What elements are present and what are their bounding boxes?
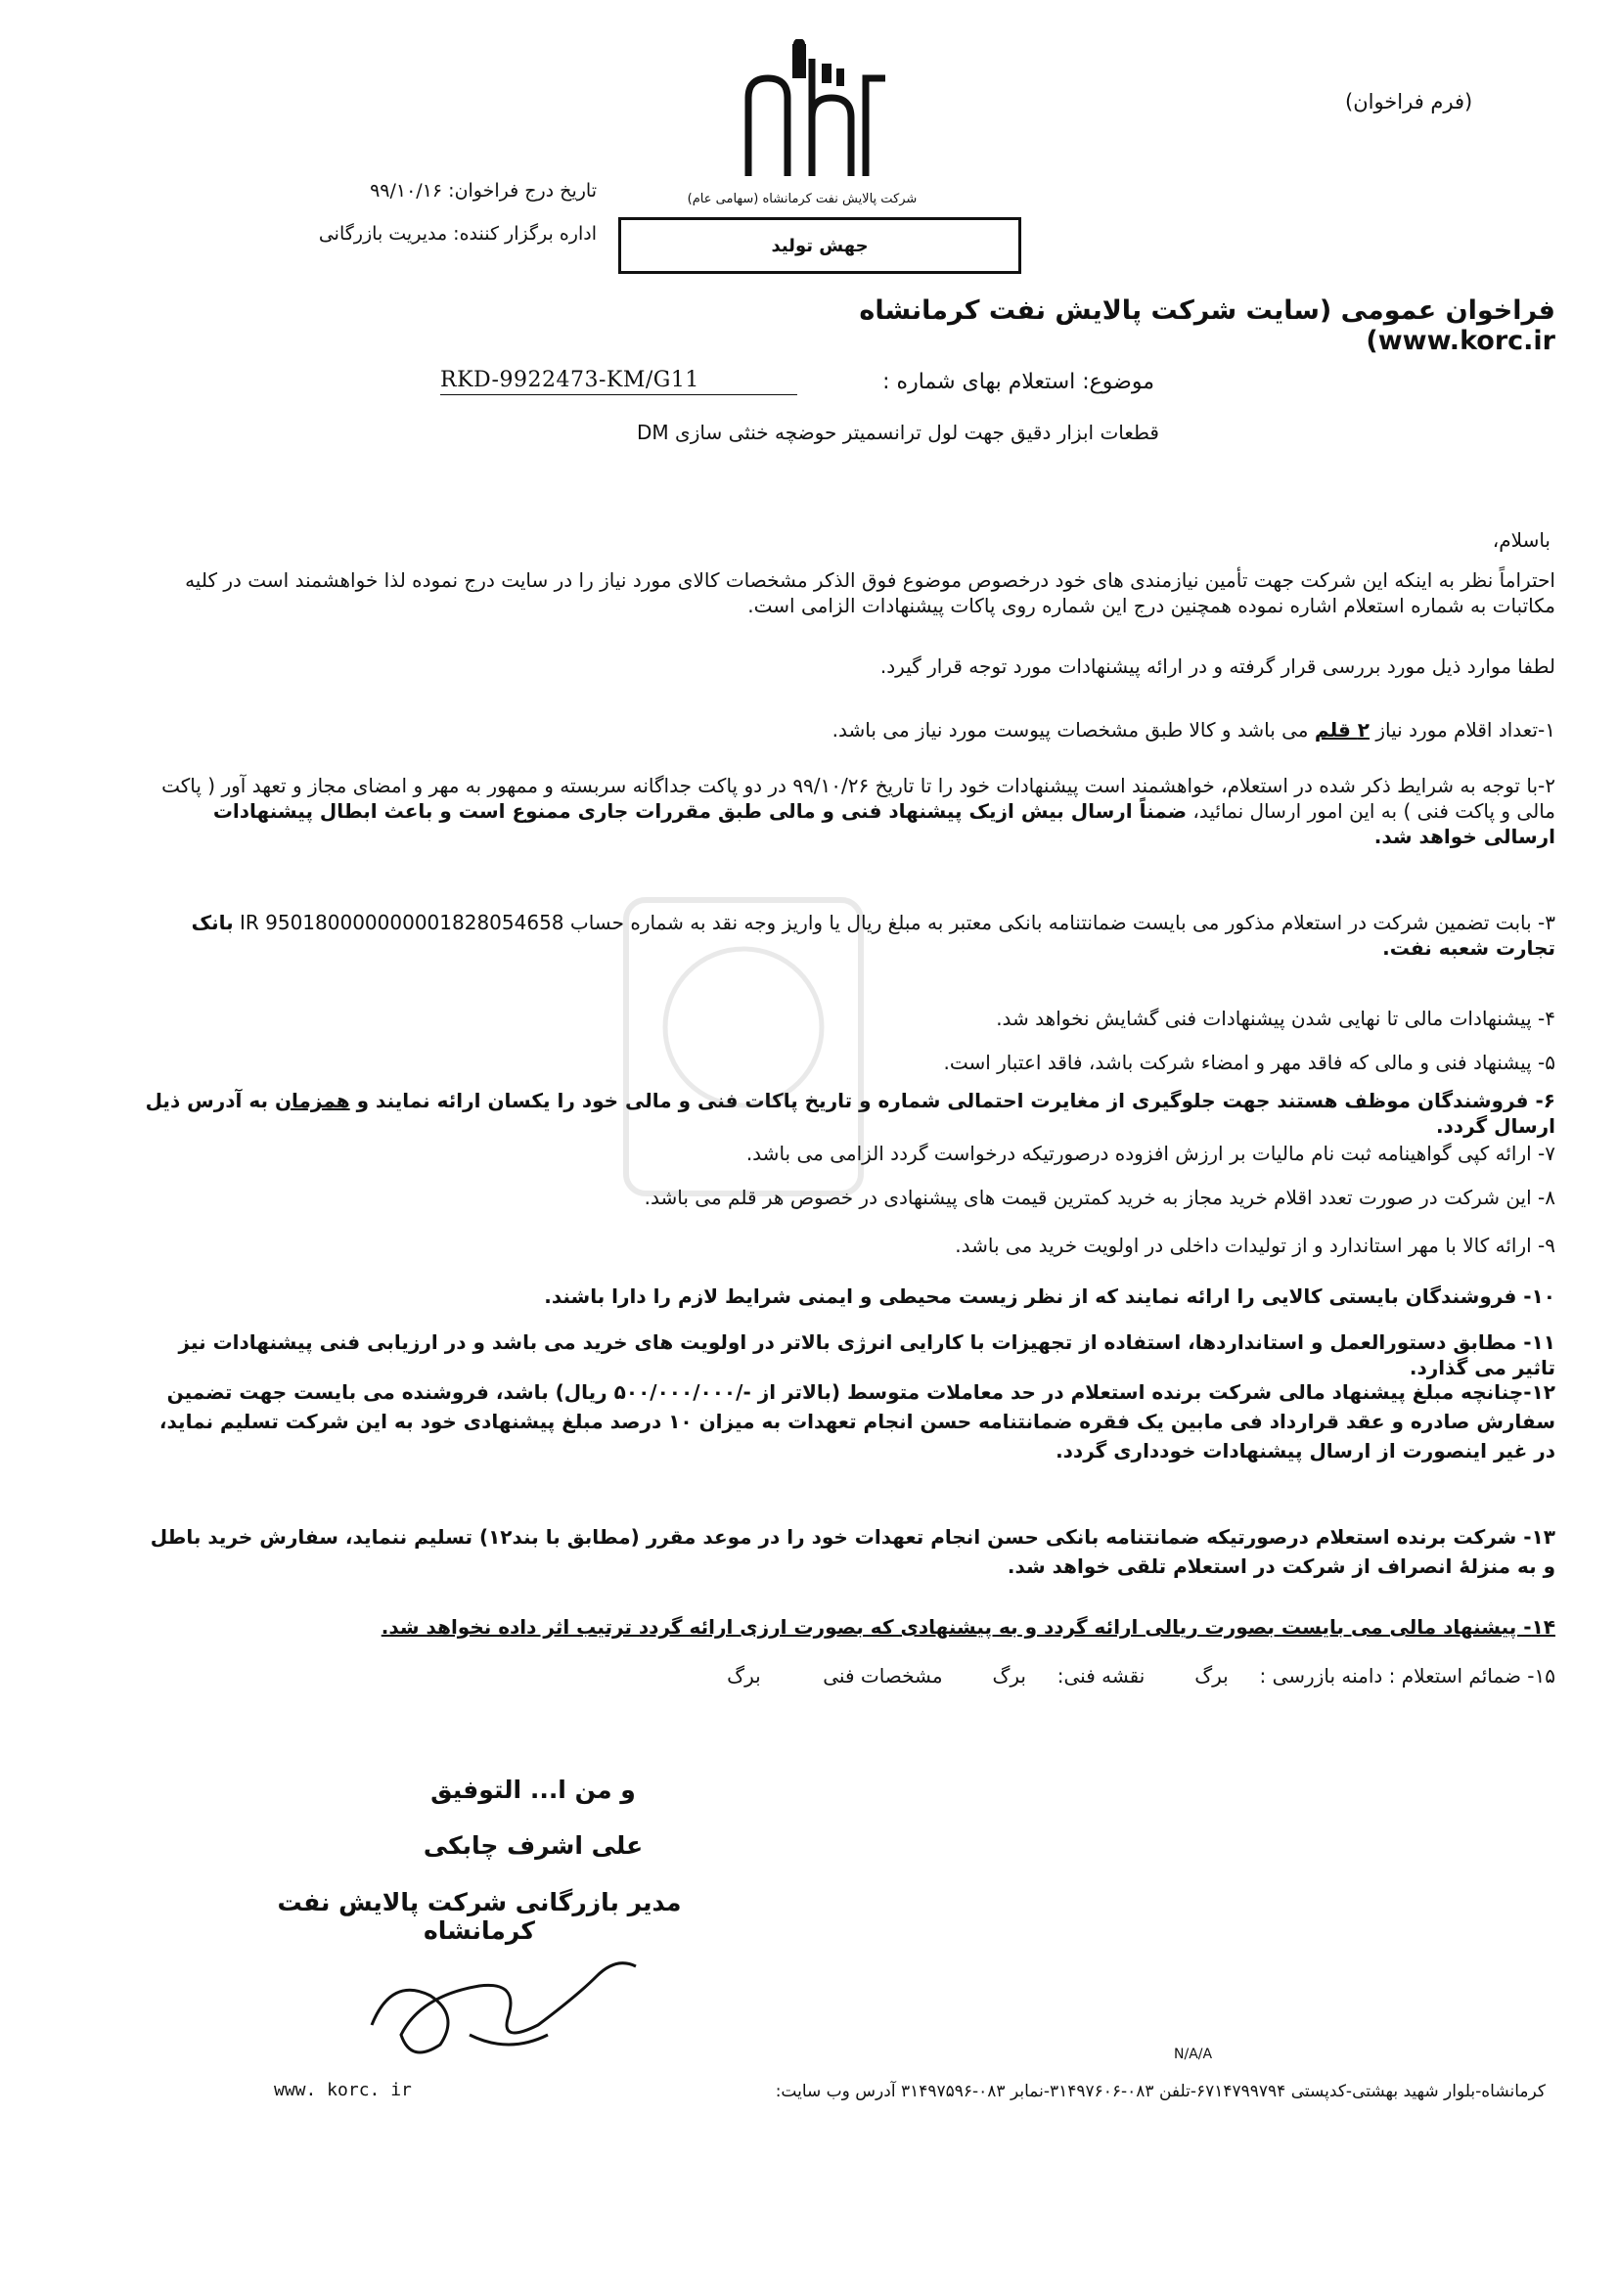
- company-logo: [729, 39, 890, 181]
- department-label: جهش تولید: [771, 235, 869, 256]
- form-label: (فرم فراخوان): [1345, 90, 1473, 113]
- department-box: [618, 217, 1021, 274]
- item-text: می باشد و کالا طبق مشخصات پیوست مورد نیاز می باشد.: [831, 718, 1309, 742]
- item-text: ۱-تعداد اقلام مورد نیاز: [1375, 718, 1555, 742]
- list-item: ۱۴- پیشنهاد مالی می بایست بصورت ریالی ارائه گردد و به پیشنهادی که بصورت ارزی ارائه گردد ترتیب اثر داده نخواهد شد.: [381, 1615, 1555, 1639]
- item-text: به آدرس ذیل ارسال گردد.: [145, 1089, 1555, 1138]
- list-item: ۹- ارائه کالا با مهر استاندارد و از تولیدات داخلی در اولویت خرید می باشد.: [955, 1234, 1555, 1257]
- company-name: شرکت پالایش نفت کرمانشاه (سهامی عام): [687, 192, 918, 206]
- list-item: [137, 717, 1555, 743]
- handwritten-signature: [352, 1937, 665, 2074]
- intro-note: لطفا موارد ذیل مورد بررسی قرار گرفته و در ارائه پیشنهادات مورد توجه قرار گیرد.: [879, 654, 1555, 678]
- signatory-name: علی اشرف چابکی: [423, 1831, 644, 1860]
- item-text: ۶- فروشندگان موظف هستند جهت جلوگیری از مغایرت احتمالی شماره و تاریخ پاکات فنی و مالی خود را یکسان ارائه نمایند و: [356, 1089, 1555, 1112]
- signature-closing: و من ا... التوفیق: [430, 1776, 636, 1804]
- footer-website[interactable]: www. korc. ir: [274, 2080, 412, 2100]
- list-item: ۱۲-چنانچه مبلغ پیشنهاد مالی شرکت برنده استعلام در حد معاملات متوسط (بالاتر از -/۵۰۰/۰۰۰/۰۰۰ ریال) باشد، فروشنده می بایست جهت تضمین سفارش صادره و عقد قرارداد فی مابین یک فقره ضمانتنامه حسن انجام تعهدات به میزان ۱۰ درصد مبلغ پیشنهادی خود به این شرکت تسلیم نماید، در غیر اینصورت از ارسال پیشنهادات خودداری گردد.: [158, 1380, 1555, 1463]
- page-title: فراخوان عمومی (سایت شرکت پالایش نفت کرمانشاه www.korc.ir): [859, 295, 1555, 356]
- bank-name: بانک تجارت شعبه نفت.: [191, 911, 1555, 960]
- list-item: ۴- پیشنهادات مالی تا نهایی شدن پیشنهادات فنی گشایش نخواهد شد.: [996, 1007, 1555, 1030]
- notice-date: تاریخ درج فراخوان: ۹۹/۱۰/۱۶: [370, 180, 597, 202]
- list-item: ۱۱- مطابق دستورالعمل و استانداردها، استفاده از تجهیزات با کارایی انرژی بالاتر در اولویت های خرید می باشد و در ارزیابی فنی پیشنهادات نیز تاثیر می گذارد.: [178, 1330, 1555, 1379]
- signatory-title: مدیر بازرگانی شرکت پالایش نفت کرمانشاه: [277, 1888, 682, 1945]
- item-emphasis: همزمان: [274, 1089, 350, 1112]
- list-item: ۵- پیشنهاد فنی و مالی که فاقد مهر و امضاء شرکت باشد، فاقد اعتبار است.: [943, 1051, 1555, 1074]
- list-item: ۱۳- شرکت برنده استعلام درصورتیکه ضمانتنامه بانکی حسن انجام تعهدات خود را در موعد مقرر (مطابق با بند۱۲) تسلیم ننماید، سفارش خرید باطل و به منزلهٔ انصراف از شرکت در استعلام تلقی خواهد شد.: [150, 1525, 1555, 1578]
- item-count: ۲ قلم: [1314, 718, 1371, 742]
- subject-description: قطعات ابزار دقیق جهت لول ترانسمیتر حوضچه خنثی سازی DM: [637, 421, 1159, 444]
- item-text: ۳- بابت تضمین شرکت در استعلام مذکور می بایست ضمانتنامه بانکی معتبر به مبلغ ریال یا واریز وجه نقد به شماره حساب IR 950180000000001828054658: [239, 911, 1555, 934]
- greeting: باسلام،: [1492, 528, 1551, 552]
- document-code: N/A/A: [1174, 2047, 1213, 2062]
- inquiry-number: RKD-9922473-KM/G11: [440, 368, 797, 395]
- list-item: ۱۰- فروشندگان بایستی کالایی را ارائه نمایند که از نظر زیست محیطی و ایمنی شرایط لازم را دارا باشند.: [544, 1284, 1555, 1308]
- subject-label: موضوع: استعلام بهای شماره :: [882, 370, 1154, 394]
- list-item: ۱۵- ضمائم استعلام : دامنه بازرسی : برگ نقشه فنی: برگ مشخصات فنی برگ: [727, 1664, 1555, 1688]
- organizer: اداره برگزار کننده: مدیریت بازرگانی: [318, 223, 597, 245]
- list-item: ۷- ارائه کپی گواهینامه ثبت نام مالیات بر ارزش افزوده درصورتیکه درخواست گردد الزامی می باشد.: [745, 1142, 1555, 1165]
- watermark-stamp: [607, 880, 880, 1213]
- list-item: [137, 773, 1555, 849]
- intro-paragraph: احتراماً نظر به اینکه این شرکت جهت تأمین نیازمندی های خود درخصوص موضوع فوق الذکر مشخصات کالای مورد نیاز را در سایت درج نموده لذا خواهشمند است در کلیه مکاتبات به شماره استعلام اشاره نموده همچنین درج این شماره روی پاکات پیشنهادات الزامی است.: [185, 568, 1555, 617]
- list-item: ۸- این شرکت در صورت تعدد اقلام خرید مجاز به خرید کمترین قیمت های پیشنهادی در خصوص هر قلم می باشد.: [644, 1186, 1555, 1209]
- item-warning: ضمناً ارسال بیش ازیک پیشنهاد فنی و مالی طبق مقررات جاری ممنوع است و باعث ابطال پیشنهادات ارسالی خواهد شد.: [212, 799, 1555, 848]
- item-text: ۲-با توجه به شرایط ذکر شده در استعلام، خواهشمند است پیشنهادات خود را تا تاریخ ۹۹/۱۰/۲۶ در دو پاکت جداگانه سربسته و ممهور به مهر و امضای مجاز و تعهد آور ( پاکت مالی و پاکت فنی ) به این امور ارسال نمائید،: [161, 774, 1555, 823]
- footer-address: کرمانشاه-بلوار شهید بهشتی-کدپستی ۶۷۱۴۷۹۹۷۹۴-تلفن ۰۸۳-۳۱۴۹۷۶۰۶-نمابر ۰۸۳-۳۱۴۹۷۵۹۶ آدرس وب سایت:: [775, 2082, 1546, 2101]
